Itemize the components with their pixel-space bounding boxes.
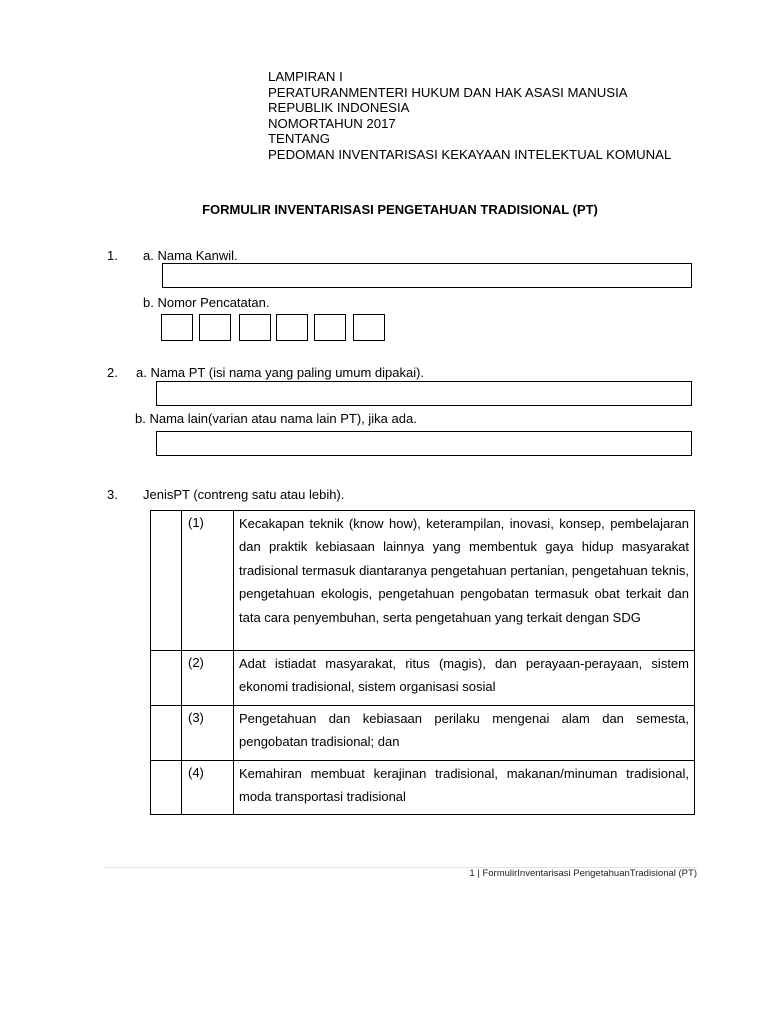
jenis-pt-text-3: Pengetahuan dan kebiasaan perilaku mengenai alam dan semesta, pengobatan tradisional; dan	[234, 705, 695, 760]
header-line-number-year: NOMORTAHUN 2017	[268, 115, 396, 131]
nama-kanwil-label: a. Nama Kanwil.	[143, 248, 238, 263]
nomor-pencatatan-digit-3[interactable]	[239, 314, 271, 341]
nama-lain-prefix: b	[135, 411, 143, 426]
nama-pt-prefix: a	[136, 365, 144, 380]
nama-pt-label	[136, 365, 424, 381]
nama-pt-field[interactable]	[156, 381, 692, 406]
nama-lain-field[interactable]	[156, 431, 692, 456]
jenis-pt-label: JenisPT (contreng satu atau lebih).	[143, 487, 345, 502]
nama-lain-label-text: . Nama lain(varian atau nama lain PT), jika ada.	[142, 411, 417, 426]
form-title: FORMULIR INVENTARISASI PENGETAHUAN TRADISIONAL (PT)	[202, 202, 598, 217]
jenis-pt-row-4	[151, 760, 695, 815]
nama-lain-label	[135, 411, 417, 427]
jenis-pt-checkbox-3[interactable]	[151, 705, 182, 760]
jenis-pt-text-4: Kemahiran membuat kerajinan tradisional, makanan/minuman tradisional, moda transportasi tradisional	[234, 760, 695, 815]
header-line-regulation: PERATURANMENTERI HUKUM DAN HAK ASASI MANUSIA	[268, 84, 628, 100]
section-3-number: 3.	[107, 487, 118, 502]
jenis-pt-checkbox-4[interactable]	[151, 760, 182, 815]
nomor-pencatatan-digit-6[interactable]	[353, 314, 385, 341]
header-line-subject: PEDOMAN INVENTARISASI KEKAYAAN INTELEKTUAL KOMUNAL	[268, 147, 672, 162]
page-footer	[469, 868, 697, 879]
nama-pt-label-text: . Nama PT (isi nama yang paling umum dipakai).	[143, 365, 425, 380]
jenis-pt-table	[150, 510, 695, 815]
jenis-pt-checkbox-2[interactable]	[151, 651, 182, 706]
jenis-pt-row-1	[151, 511, 695, 651]
jenis-pt-index-3: (3)	[182, 705, 234, 760]
footer-separator: |	[477, 868, 480, 879]
section-1-number: 1.	[107, 248, 118, 263]
nomor-pencatatan-label: b. Nomor Pencatatan.	[143, 295, 270, 310]
jenis-pt-index-4: (4)	[182, 760, 234, 815]
header-line-tentang: TENTANG	[268, 131, 331, 147]
jenis-pt-text-1: Kecakapan teknik (know how), keterampilan, inovasi, konsep, pembelajaran dan praktik kebiasaan lainnya yang membentuk gaya hidup masyarakat tradisional termasuk diantaranya pengetahuan pertanian, pengetahuan teknis, pengetahuan ekologis, pengetahuan pengobatan termasuk obat terkait dan tata cara penyembuhan, serta pengetahuan yang terkait dengan SDG	[234, 511, 695, 651]
jenis-pt-index-2: (2)	[182, 651, 234, 706]
nama-kanwil-field[interactable]	[162, 263, 692, 288]
nomor-pencatatan-digit-4[interactable]	[276, 314, 308, 341]
nomor-pencatatan-digit-5[interactable]	[314, 314, 346, 341]
jenis-pt-row-3	[151, 705, 695, 760]
jenis-pt-checkbox-1[interactable]	[151, 511, 182, 651]
footer-title: FormulirInventarisasi PengetahuanTradisional (PT)	[482, 868, 697, 879]
jenis-pt-index-1: (1)	[182, 511, 234, 651]
section-2-number: 2.	[107, 365, 118, 380]
jenis-pt-row-2	[151, 651, 695, 706]
nomor-pencatatan-digit-1[interactable]	[161, 314, 193, 341]
header-line-country: REPUBLIK INDONESIA	[268, 100, 410, 116]
header-line-lampiran: LAMPIRAN I	[268, 69, 343, 84]
nomor-pencatatan-digit-2[interactable]	[199, 314, 231, 341]
jenis-pt-text-2: Adat istiadat masyarakat, ritus (magis), dan perayaan-perayaan, sistem ekonomi tradisional, sistem organisasi sosial	[234, 651, 695, 706]
page-number: 1	[469, 868, 475, 879]
